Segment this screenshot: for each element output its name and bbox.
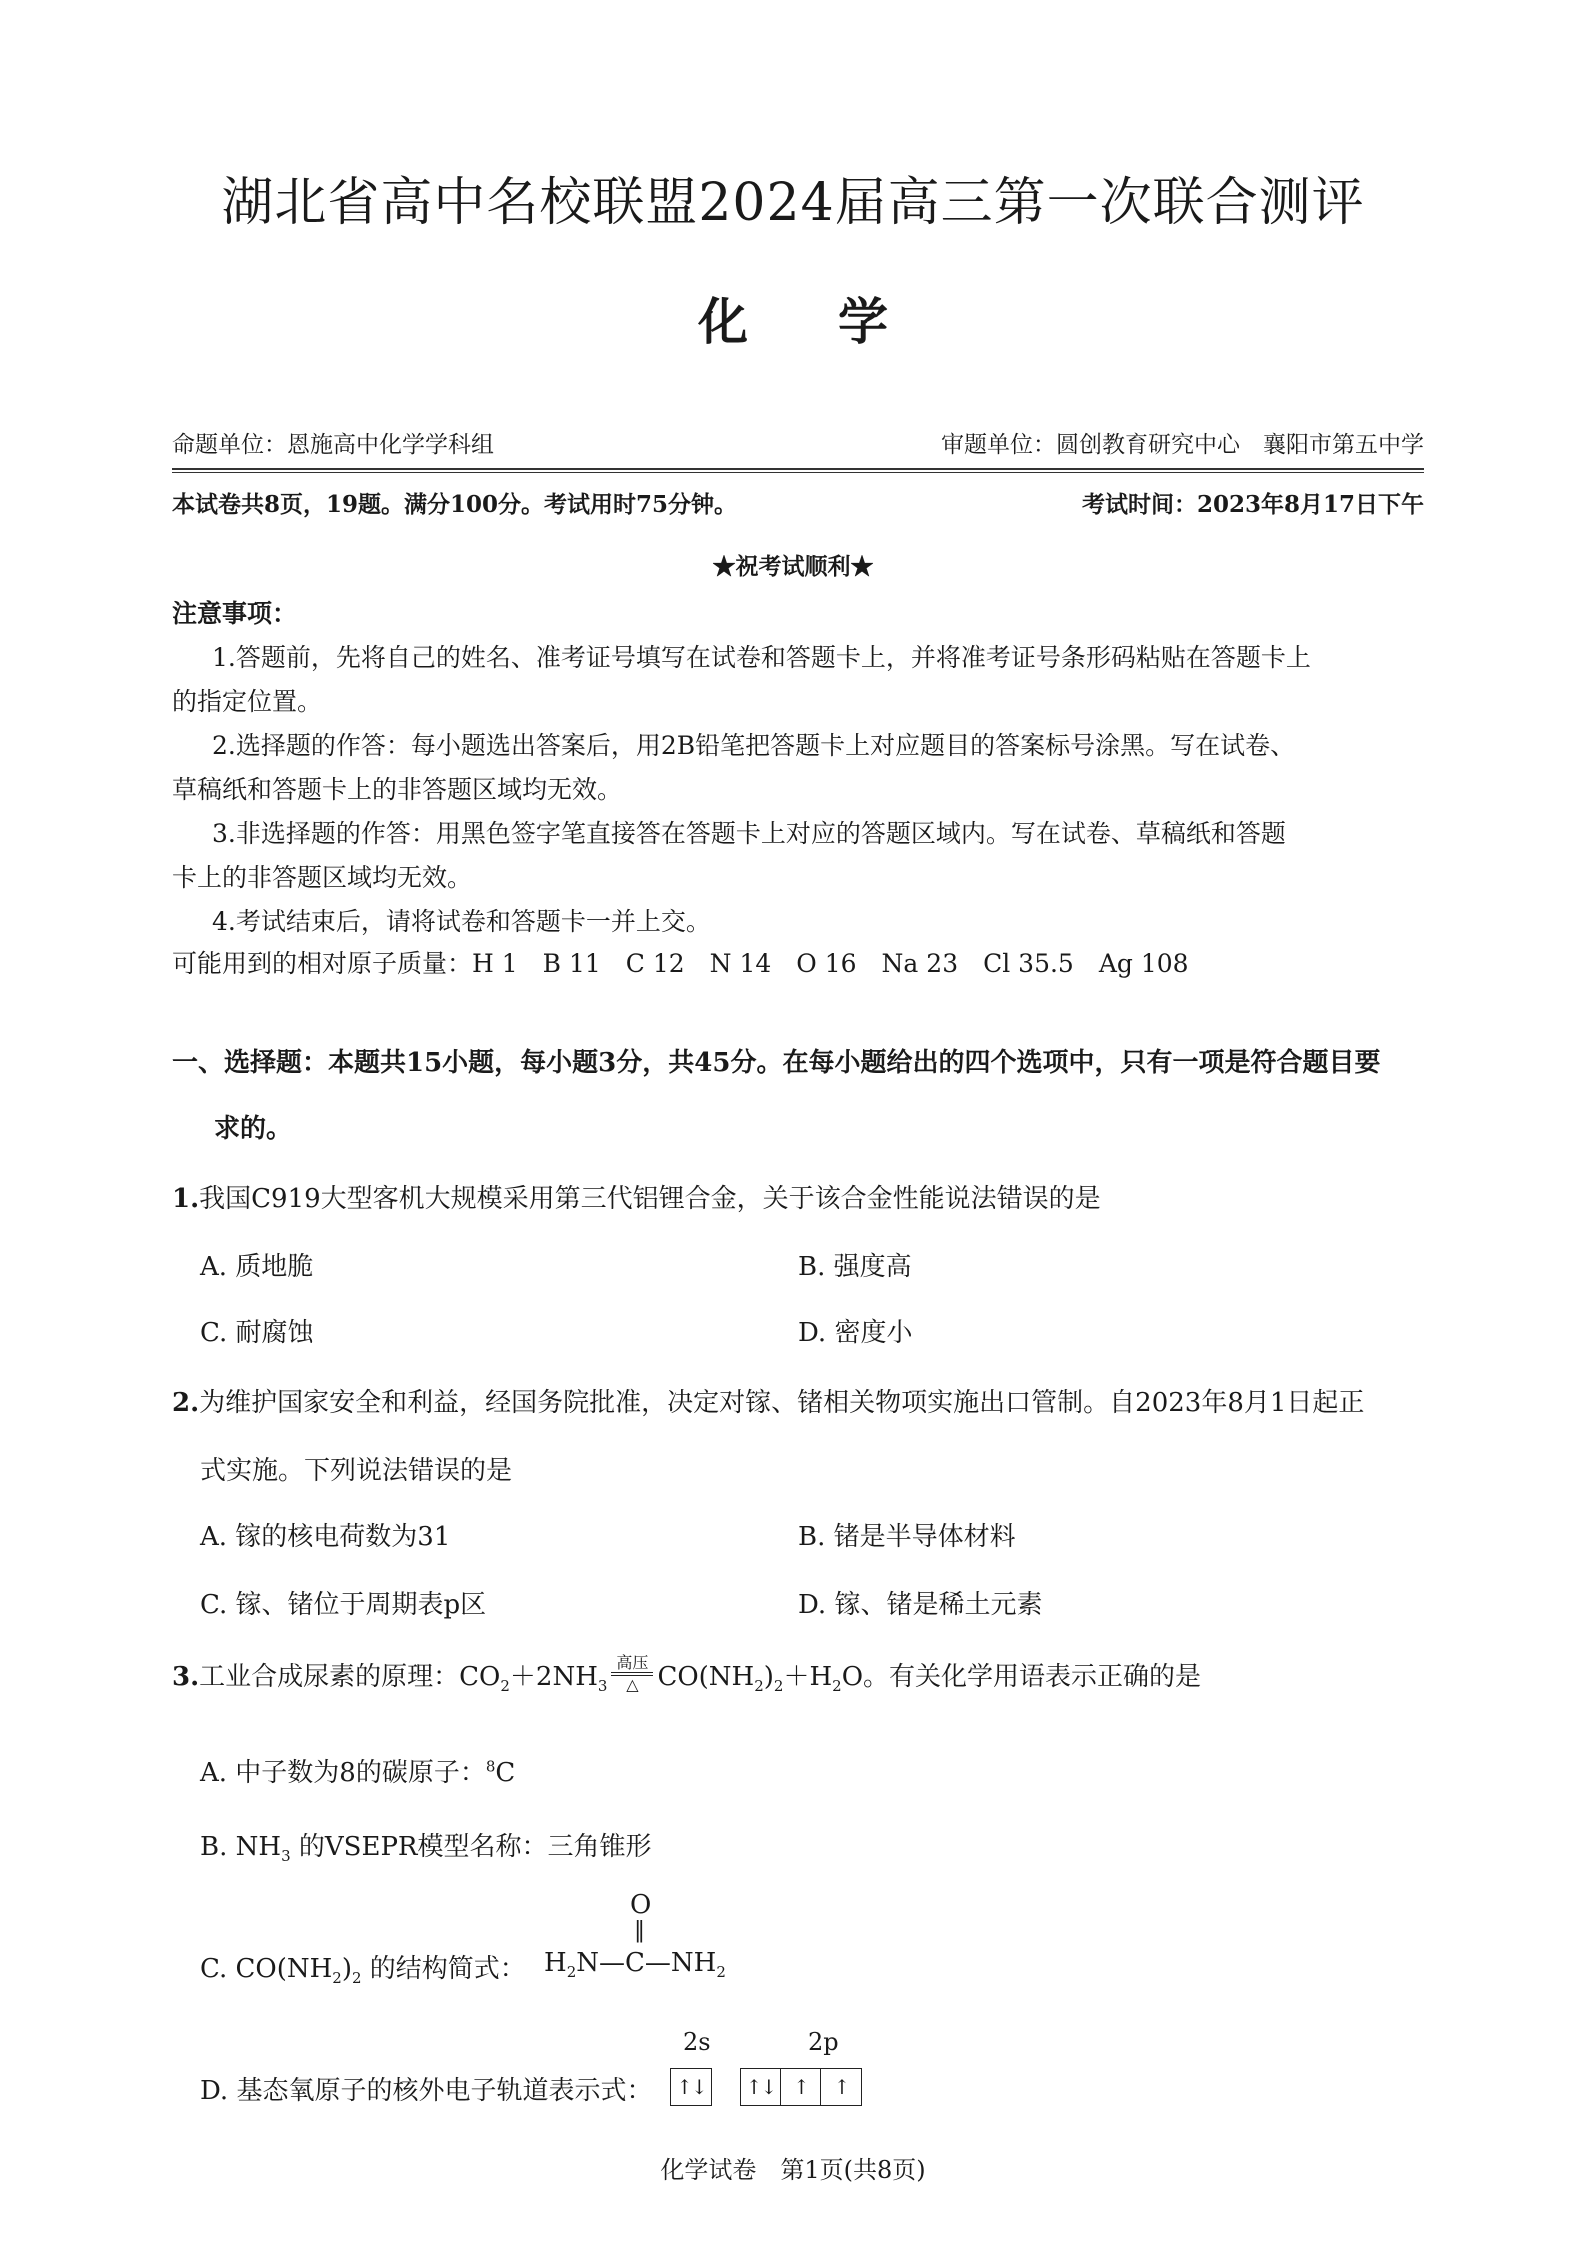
q3-prod-sub1: 2	[754, 1677, 764, 1696]
question-2-option-a: A. 镓的核电荷数为31	[200, 1522, 451, 1552]
orbital-2p-cell-3: ↑	[833, 2075, 849, 2099]
condition-bottom: △	[626, 1675, 639, 1694]
blessing: ★祝考试顺利★	[712, 553, 874, 580]
subject-title: 化学	[698, 292, 978, 351]
question-1-option-d: D. 密度小	[798, 1318, 913, 1348]
question-3-stem	[172, 1653, 1202, 1698]
question-3-option-b	[200, 1826, 652, 1865]
q3-c-sub1: 2	[332, 1969, 342, 1988]
q3-a-sym: C	[495, 1758, 516, 1788]
q3-c-pre: C. CO(NH	[200, 1954, 333, 1984]
q3-c-post: 的结构简式：	[361, 1954, 526, 1984]
question-2-option-b: B. 锗是半导体材料	[798, 1522, 1016, 1552]
urea-chain: N—C—NH	[576, 1948, 717, 1978]
q3-product: CO(NH	[657, 1662, 755, 1692]
q3-nh3-sub: 3	[597, 1677, 608, 1696]
q3-c-sub2: 2	[351, 1969, 362, 1988]
header-rule-bottom	[172, 472, 1424, 473]
note-4: 4.考试结束后，请将试卷和答题卡一并上交。	[212, 907, 711, 936]
orbital-label-2p: 2p	[808, 2028, 839, 2056]
urea-oxygen: O	[630, 1890, 652, 1920]
proposer-unit: 命题单位：恩施高中化学学科组	[172, 432, 494, 458]
question-1-stem: 我国C919大型客机大规模采用第三代铝锂合金，关于该合金性能说法错误的是	[199, 1184, 1101, 1214]
atomic-masses: 可能用到的相对原子质量：H 1 B 11 C 12 N 14 O 16 Na 23 Cl 35.5 Ag 108	[172, 949, 1189, 978]
question-3-option-c	[200, 1948, 526, 1987]
urea-h-sub: 2	[566, 1963, 577, 1982]
q3-nh3: ＋2NH	[509, 1662, 598, 1692]
orbital-label-2s: 2s	[683, 2028, 711, 2056]
q3-b-post: 的VSEPR模型名称：三角锥形	[290, 1832, 652, 1862]
note-2-line-2: 草稿纸和答题卡上的非答题区域均无效。	[172, 775, 623, 804]
q3-prod-sub2: 2	[773, 1677, 784, 1696]
orbital-box-2s	[670, 2068, 712, 2106]
q3-prod-close: )	[763, 1662, 774, 1692]
notes-heading: 注意事项：	[172, 599, 298, 628]
note-1-line-2: 的指定位置。	[172, 687, 323, 716]
question-1-option-a: A. 质地脆	[200, 1252, 314, 1282]
q3-a-text: A. 中子数为8的碳原子：	[200, 1758, 486, 1788]
question-2-stem-2: 式实施。下列说法错误的是	[200, 1456, 513, 1486]
orbital-2p-cell-1: ↑↓	[741, 2069, 781, 2105]
urea-structure	[544, 1948, 726, 1981]
exam-info: 本试卷共8页，19题。满分100分。考试用时75分钟。	[172, 491, 738, 518]
q3-a-sup: 8	[485, 1757, 496, 1776]
q3-stem-post: 。有关化学用语表示正确的是	[863, 1662, 1202, 1692]
question-1-option-c: C. 耐腐蚀	[200, 1318, 314, 1348]
question-3-number: 3.	[172, 1662, 200, 1692]
urea-nh2-sub: 2	[716, 1963, 726, 1982]
exam-title: 湖北省高中名校联盟2024届高三第一次联合测评	[221, 173, 1365, 233]
question-2-option-d: D. 镓、锗是稀土元素	[798, 1590, 1043, 1620]
question-2-stem-1: 为维护国家安全和利益，经国务院批准，决定对镓、锗相关物项实施出口管制。自2023年8月1日起正	[199, 1388, 1365, 1418]
orbital-2s-cell: ↑↓	[676, 2075, 706, 2099]
note-3-line-1: 3.非选择题的作答：用黑色签字笔直接答在答题卡上对应的答题区域内。写在试卷、草稿纸和答题	[212, 819, 1286, 848]
question-3-option-d: D. 基态氧原子的核外电子轨道表示式：	[200, 2076, 653, 2106]
q3-h2o: ＋H	[783, 1662, 833, 1692]
header-rule-top	[172, 468, 1424, 470]
q3-b-pre: B. NH	[200, 1832, 282, 1862]
question-1-option-b: B. 强度高	[798, 1252, 912, 1282]
section-1-heading-line-1: 一、选择题：本题共15小题，每小题3分，共45分。在每小题给出的四个选项中，只有一项是符合题目要	[172, 1048, 1381, 1078]
question-1-number: 1.	[172, 1184, 200, 1214]
condition-top: 高压	[616, 1653, 649, 1672]
q3-h2o-sub: 2	[832, 1677, 842, 1696]
question-3-option-a	[200, 1752, 515, 1789]
note-3-line-2: 卡上的非答题区域均无效。	[172, 863, 473, 892]
section-1-heading-line-2: 求的。	[214, 1114, 293, 1144]
q3-c-mid: )	[341, 1954, 352, 1984]
q3-b-sub: 3	[281, 1847, 291, 1866]
note-1-line-1: 1.答题前，先将自己的姓名、准考证号填写在试卷和答题卡上，并将准考证号条形码粘贴在答题卡上	[212, 643, 1311, 672]
question-1	[172, 1178, 1101, 1215]
orbital-2p-cell-2: ↑	[781, 2069, 821, 2105]
question-2-number: 2.	[172, 1388, 200, 1418]
urea-h: H	[544, 1948, 567, 1978]
q3-h2o-o: O	[841, 1662, 864, 1692]
reviewer-unit: 审题单位：圆创教育研究中心 襄阳市第五中学	[941, 432, 1424, 458]
reaction-condition	[611, 1654, 653, 1694]
orbital-box-2p	[740, 2068, 862, 2106]
urea-double-bond: ‖	[634, 1918, 645, 1943]
page-footer: 化学试卷 第1页(共8页)	[660, 2156, 926, 2184]
note-2-line-1: 2.选择题的作答：每小题选出答案后，用2B铅笔把答题卡上对应题目的答案标号涂黑。写在试卷、	[212, 731, 1296, 760]
exam-time: 考试时间：2023年8月17日下午	[1081, 491, 1424, 518]
q3-stem-pre: 工业合成尿素的原理：CO	[199, 1662, 501, 1692]
question-2-line-1	[172, 1382, 1364, 1419]
question-2-option-c: C. 镓、锗位于周期表p区	[200, 1590, 487, 1620]
q3-co2-sub: 2	[500, 1677, 510, 1696]
